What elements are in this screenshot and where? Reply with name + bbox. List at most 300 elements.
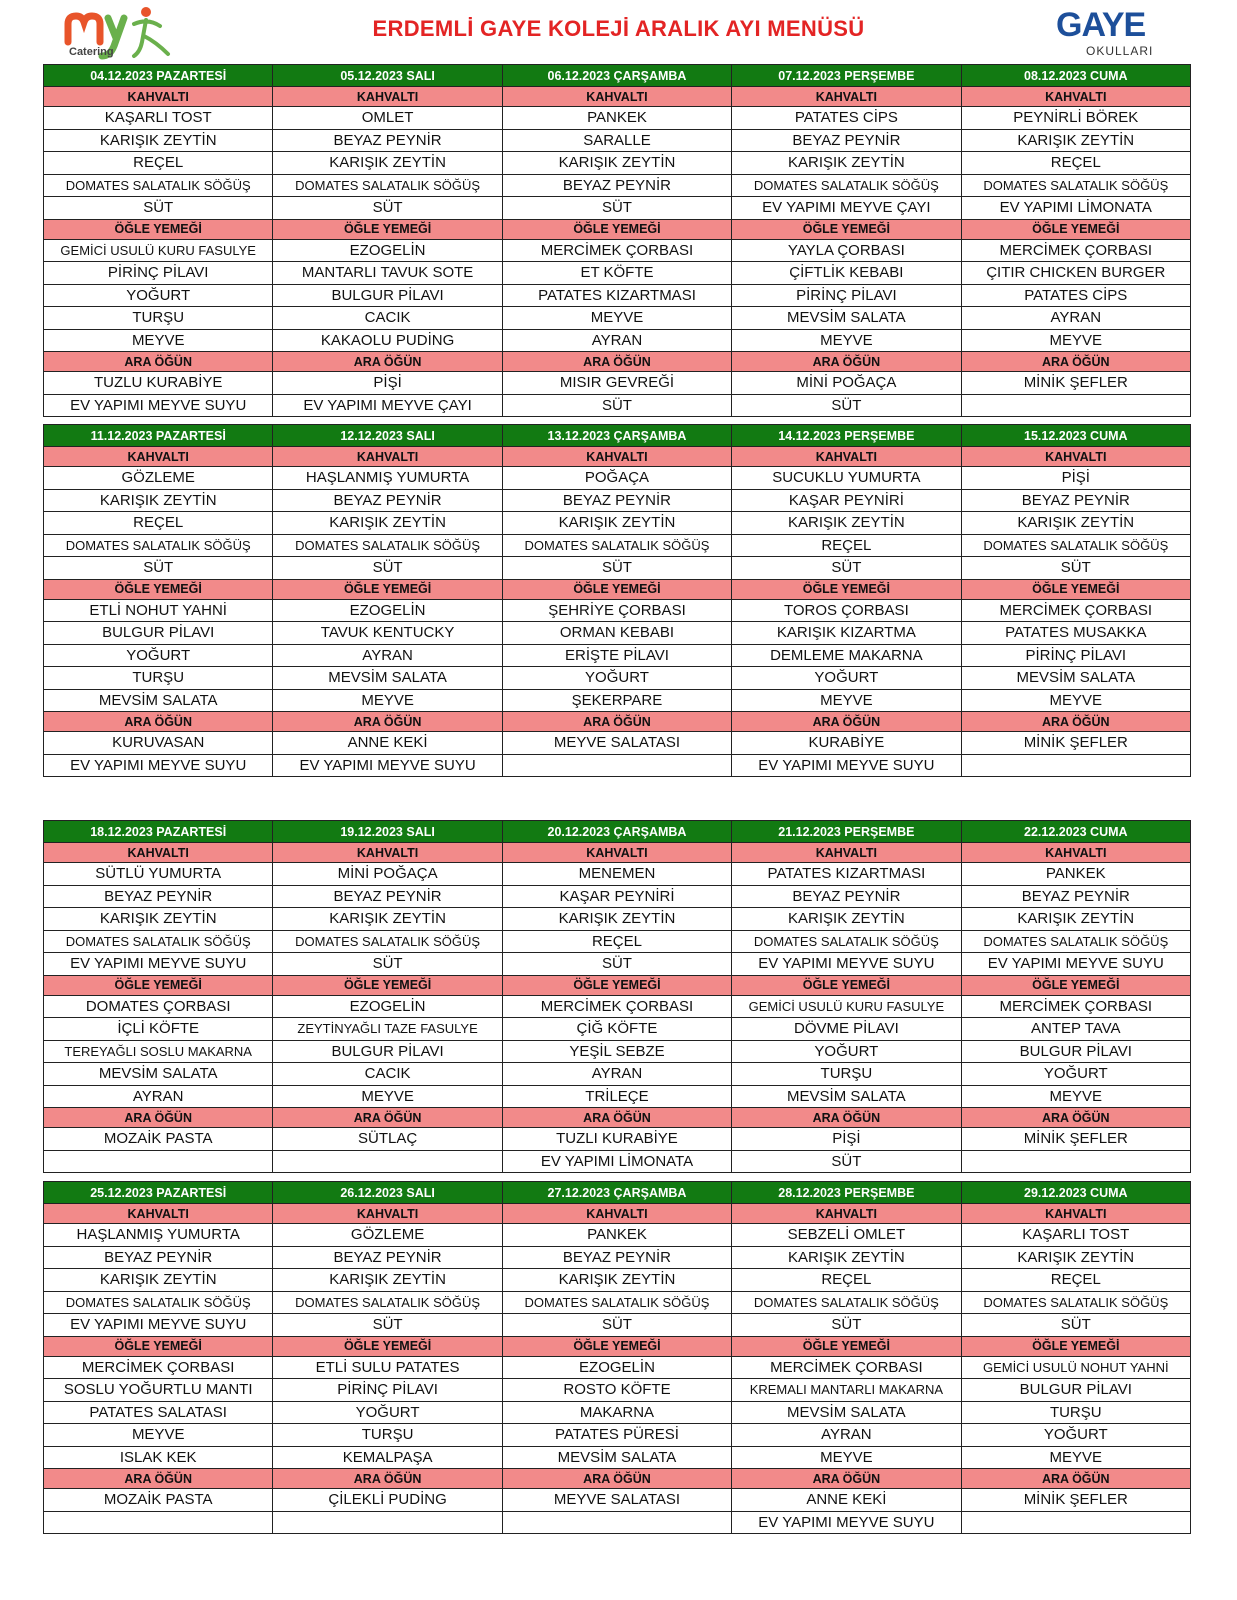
menu-item-cell: MERCİMEK ÇORBASI bbox=[732, 1356, 961, 1379]
menu-item-cell: TEREYAĞLI SOSLU MAKARNA bbox=[44, 1040, 273, 1063]
section-label-cell: ÖĞLE YEMEĞİ bbox=[273, 579, 502, 599]
menu-item-cell: KARIŞIK ZEYTİN bbox=[732, 512, 961, 535]
menu-item-cell: MEVSİM SALATA bbox=[732, 1401, 961, 1424]
section-header-breakfast bbox=[44, 1204, 1191, 1224]
section-label-cell: ARA ÖĞÜN bbox=[502, 1108, 731, 1128]
section-label-cell: KAHVALTI bbox=[732, 87, 961, 107]
menu-item-cell: BEYAZ PEYNİR bbox=[273, 489, 502, 512]
menu-item-cell: YOĞURT bbox=[502, 667, 731, 690]
menu-item-cell: EV YAPIMI LİMONATA bbox=[961, 197, 1190, 220]
snack-row bbox=[44, 1489, 1191, 1512]
menu-item-cell: ETLİ SULU PATATES bbox=[273, 1356, 502, 1379]
menu-item-cell: MİNİK ŞEFLER bbox=[961, 732, 1190, 755]
section-label-cell: KAHVALTI bbox=[961, 447, 1190, 467]
menu-item-cell: EV YAPIMI MEYVE SUYU bbox=[732, 953, 961, 976]
menu-item-cell: OMLET bbox=[273, 107, 502, 130]
menu-item-cell: MEYVE bbox=[961, 1446, 1190, 1469]
menu-item-cell: YEŞİL SEBZE bbox=[502, 1040, 731, 1063]
menu-item-cell: KURUVASAN bbox=[44, 732, 273, 755]
section-label-cell: KAHVALTI bbox=[961, 1204, 1190, 1224]
menu-item-cell: DOMATES SALATALIK SÖĞÜŞ bbox=[273, 534, 502, 557]
menu-item-cell bbox=[44, 1511, 273, 1534]
lunch-row bbox=[44, 284, 1191, 307]
menu-item-cell: KEMALPAŞA bbox=[273, 1446, 502, 1469]
menu-item-cell: MERCİMEK ÇORBASI bbox=[961, 239, 1190, 262]
menu-item-cell: ŞEKERPARE bbox=[502, 689, 731, 712]
menu-item-cell: BEYAZ PEYNİR bbox=[961, 885, 1190, 908]
menu-item-cell: MOZAİK PASTA bbox=[44, 1128, 273, 1151]
section-header-snack bbox=[44, 1469, 1191, 1489]
snack-row bbox=[44, 754, 1191, 777]
menu-item-cell: YOĞURT bbox=[961, 1424, 1190, 1447]
menu-item-cell: SOSLU YOĞURTLU MANTI bbox=[44, 1379, 273, 1402]
menu-item-cell: MEYVE bbox=[732, 689, 961, 712]
menu-item-cell: SÜT bbox=[273, 1314, 502, 1337]
menu-item-cell: PİŞİ bbox=[961, 467, 1190, 490]
section-label-cell: ÖĞLE YEMEĞİ bbox=[961, 1336, 1190, 1356]
section-label-cell: ÖĞLE YEMEĞİ bbox=[732, 1336, 961, 1356]
menu-item-cell: ROSTO KÖFTE bbox=[502, 1379, 731, 1402]
menu-item-cell: BEYAZ PEYNİR bbox=[44, 885, 273, 908]
date-cell: 13.12.2023 ÇARŞAMBA bbox=[502, 425, 731, 447]
menu-item-cell: SÜTLÜ YUMURTA bbox=[44, 863, 273, 886]
menu-item-cell bbox=[961, 394, 1190, 417]
menu-item-cell: MEVSİM SALATA bbox=[961, 667, 1190, 690]
menu-item-cell: MEYVE SALATASI bbox=[502, 1489, 731, 1512]
menu-item-cell: PİRİNÇ PİLAVI bbox=[44, 262, 273, 285]
menu-item-cell: KARIŞIK ZEYTİN bbox=[273, 908, 502, 931]
date-header-row bbox=[44, 425, 1191, 447]
menu-item-cell: MEYVE bbox=[44, 329, 273, 352]
menu-item-cell: EV YAPIMI MEYVE SUYU bbox=[732, 754, 961, 777]
menu-item-cell: SÜT bbox=[273, 197, 502, 220]
lunch-row bbox=[44, 1085, 1191, 1108]
menu-item-cell: ETLİ NOHUT YAHNİ bbox=[44, 599, 273, 622]
menu-item-cell: DOMATES ÇORBASI bbox=[44, 995, 273, 1018]
menu-item-cell: MEYVE bbox=[502, 307, 731, 330]
menu-item-cell: PİŞİ bbox=[732, 1128, 961, 1151]
menu-item-cell: MEVSİM SALATA bbox=[732, 1085, 961, 1108]
menu-item-cell: BEYAZ PEYNİR bbox=[502, 1246, 731, 1269]
menu-item-cell: MEVSİM SALATA bbox=[502, 1446, 731, 1469]
section-label-cell: KAHVALTI bbox=[44, 843, 273, 863]
menu-item-cell: ÇITIR CHICKEN BURGER bbox=[961, 262, 1190, 285]
date-cell: 28.12.2023 PERŞEMBE bbox=[732, 1182, 961, 1204]
section-label-cell: KAHVALTI bbox=[961, 843, 1190, 863]
section-header-snack bbox=[44, 1108, 1191, 1128]
lunch-row bbox=[44, 1040, 1191, 1063]
snack-row bbox=[44, 394, 1191, 417]
menu-item-cell: GÖZLEME bbox=[44, 467, 273, 490]
page-header bbox=[0, 0, 1237, 64]
menu-item-cell: ERİŞTE PİLAVI bbox=[502, 644, 731, 667]
snack-row bbox=[44, 1150, 1191, 1173]
date-header-row bbox=[44, 65, 1191, 87]
menu-item-cell: ÇİFTLİK KEBABI bbox=[732, 262, 961, 285]
menu-item-cell: SÜT bbox=[732, 394, 961, 417]
menu-item-cell: GEMİCİ USULÜ KURU FASULYE bbox=[44, 239, 273, 262]
snack-row bbox=[44, 732, 1191, 755]
menu-item-cell: TRİLEÇE bbox=[502, 1085, 731, 1108]
breakfast-row bbox=[44, 1246, 1191, 1269]
menu-item-cell: SÜT bbox=[502, 394, 731, 417]
menu-item-cell: ANTEP TAVA bbox=[961, 1018, 1190, 1041]
section-label-cell: ÖĞLE YEMEĞİ bbox=[732, 975, 961, 995]
menu-item-cell: SÜT bbox=[502, 1314, 731, 1337]
lunch-row bbox=[44, 689, 1191, 712]
menu-item-cell: DEMLEME MAKARNA bbox=[732, 644, 961, 667]
menu-item-cell: MEYVE bbox=[273, 689, 502, 712]
menu-item-cell: PATATES CİPS bbox=[732, 107, 961, 130]
section-label-cell: ÖĞLE YEMEĞİ bbox=[273, 219, 502, 239]
menu-item-cell: EV YAPIMI MEYVE SUYU bbox=[44, 754, 273, 777]
lunch-row bbox=[44, 262, 1191, 285]
section-label-cell: ÖĞLE YEMEĞİ bbox=[732, 579, 961, 599]
breakfast-row bbox=[44, 152, 1191, 175]
menu-item-cell: PANKEK bbox=[961, 863, 1190, 886]
section-header-breakfast bbox=[44, 87, 1191, 107]
menu-item-cell: BEYAZ PEYNİR bbox=[273, 1246, 502, 1269]
menu-item-cell: KAŞAR PEYNİRİ bbox=[502, 885, 731, 908]
menu-item-cell: MEVSİM SALATA bbox=[273, 667, 502, 690]
menu-item-cell: SÜT bbox=[44, 197, 273, 220]
menu-item-cell: BEYAZ PEYNİR bbox=[273, 129, 502, 152]
menu-item-cell: KARIŞIK KIZARTMA bbox=[732, 622, 961, 645]
date-cell: 21.12.2023 PERŞEMBE bbox=[732, 821, 961, 843]
menu-item-cell: HAŞLANMIŞ YUMURTA bbox=[273, 467, 502, 490]
menu-item-cell: HAŞLANMIŞ YUMURTA bbox=[44, 1224, 273, 1247]
menu-item-cell: DOMATES SALATALIK SÖĞÜŞ bbox=[273, 174, 502, 197]
menu-item-cell: GEMİCİ USULÜ NOHUT YAHNİ bbox=[961, 1356, 1190, 1379]
menu-item-cell: YOĞURT bbox=[44, 284, 273, 307]
menu-item-cell bbox=[961, 754, 1190, 777]
section-label-cell: ÖĞLE YEMEĞİ bbox=[502, 219, 731, 239]
menu-item-cell: MEYVE bbox=[961, 1085, 1190, 1108]
section-label-cell: ARA ÖĞÜN bbox=[732, 1108, 961, 1128]
menu-item-cell: EZOGELİN bbox=[273, 239, 502, 262]
lunch-row bbox=[44, 1018, 1191, 1041]
menu-item-cell: SÜT bbox=[961, 557, 1190, 580]
menu-item-cell: EV YAPIMI MEYVE ÇAYI bbox=[732, 197, 961, 220]
menu-item-cell: MISIR GEVREĞİ bbox=[502, 372, 731, 395]
section-header-snack bbox=[44, 712, 1191, 732]
menu-item-cell: REÇEL bbox=[732, 534, 961, 557]
menu-item-cell: TUZLU KURABİYE bbox=[44, 372, 273, 395]
section-header-lunch bbox=[44, 579, 1191, 599]
menu-item-cell: DOMATES SALATALIK SÖĞÜŞ bbox=[273, 1291, 502, 1314]
menu-item-cell: REÇEL bbox=[44, 512, 273, 535]
menu-week-3 bbox=[43, 820, 1191, 1173]
section-label-cell: ÖĞLE YEMEĞİ bbox=[502, 1336, 731, 1356]
menu-item-cell: SÜTLAÇ bbox=[273, 1128, 502, 1151]
date-cell: 04.12.2023 PAZARTESİ bbox=[44, 65, 273, 87]
lunch-row bbox=[44, 239, 1191, 262]
date-cell: 25.12.2023 PAZARTESİ bbox=[44, 1182, 273, 1204]
menu-item-cell: MEYVE bbox=[732, 329, 961, 352]
section-header-lunch bbox=[44, 219, 1191, 239]
menu-item-cell: YOĞURT bbox=[273, 1401, 502, 1424]
section-label-cell: KAHVALTI bbox=[44, 447, 273, 467]
date-cell: 18.12.2023 PAZARTESİ bbox=[44, 821, 273, 843]
menu-item-cell: REÇEL bbox=[961, 1269, 1190, 1292]
section-label-cell: ÖĞLE YEMEĞİ bbox=[732, 219, 961, 239]
menu-item-cell: SÜT bbox=[961, 1314, 1190, 1337]
menu-item-cell: ÇİĞ KÖFTE bbox=[502, 1018, 731, 1041]
menu-item-cell: SUCUKLU YUMURTA bbox=[732, 467, 961, 490]
section-label-cell: ARA ÖĞÜN bbox=[273, 352, 502, 372]
date-cell: 11.12.2023 PAZARTESİ bbox=[44, 425, 273, 447]
menu-item-cell: MEVSİM SALATA bbox=[732, 307, 961, 330]
menu-item-cell: ANNE KEKİ bbox=[273, 732, 502, 755]
menu-item-cell: YOĞURT bbox=[961, 1063, 1190, 1086]
menu-item-cell: PİRİNÇ PİLAVI bbox=[273, 1379, 502, 1402]
menu-item-cell: EZOGELİN bbox=[502, 1356, 731, 1379]
date-cell: 29.12.2023 CUMA bbox=[961, 1182, 1190, 1204]
menu-item-cell bbox=[44, 1150, 273, 1173]
breakfast-row bbox=[44, 908, 1191, 931]
menu-item-cell: AYRAN bbox=[273, 644, 502, 667]
menu-week-1 bbox=[43, 64, 1191, 417]
menu-item-cell: KARIŞIK ZEYTİN bbox=[502, 1269, 731, 1292]
lunch-row bbox=[44, 1063, 1191, 1086]
menu-item-cell: REÇEL bbox=[44, 152, 273, 175]
menu-item-cell: GEMİCİ USULÜ KURU FASULYE bbox=[732, 995, 961, 1018]
menu-item-cell: EV YAPIMI MEYVE SUYU bbox=[44, 394, 273, 417]
section-label-cell: KAHVALTI bbox=[273, 1204, 502, 1224]
menu-item-cell: MENEMEN bbox=[502, 863, 731, 886]
menu-item-cell: BULGUR PİLAVI bbox=[273, 1040, 502, 1063]
date-cell: 12.12.2023 SALI bbox=[273, 425, 502, 447]
section-label-cell: ARA ÖĞÜN bbox=[961, 1108, 1190, 1128]
menu-item-cell: BEYAZ PEYNİR bbox=[732, 129, 961, 152]
menu-item-cell: KARIŞIK ZEYTİN bbox=[502, 152, 731, 175]
section-label-cell: KAHVALTI bbox=[502, 447, 731, 467]
date-cell: 15.12.2023 CUMA bbox=[961, 425, 1190, 447]
menu-item-cell: BULGUR PİLAVI bbox=[273, 284, 502, 307]
menu-item-cell: DÖVME PİLAVI bbox=[732, 1018, 961, 1041]
section-label-cell: ARA ÖĞÜN bbox=[44, 712, 273, 732]
menu-item-cell: SÜT bbox=[273, 953, 502, 976]
menu-item-cell: SÜT bbox=[732, 1150, 961, 1173]
menu-item-cell: BEYAZ PEYNİR bbox=[273, 885, 502, 908]
menu-item-cell: POĞAÇA bbox=[502, 467, 731, 490]
menu-item-cell: YAYLA ÇORBASI bbox=[732, 239, 961, 262]
lunch-row bbox=[44, 622, 1191, 645]
menu-item-cell bbox=[961, 1150, 1190, 1173]
date-cell: 20.12.2023 ÇARŞAMBA bbox=[502, 821, 731, 843]
section-label-cell: ARA ÖĞÜN bbox=[44, 1108, 273, 1128]
menu-item-cell: PANKEK bbox=[502, 1224, 731, 1247]
breakfast-row bbox=[44, 1314, 1191, 1337]
lunch-row bbox=[44, 1424, 1191, 1447]
section-label-cell: ÖĞLE YEMEĞİ bbox=[502, 975, 731, 995]
menu-item-cell: ÇİLEKLİ PUDİNG bbox=[273, 1489, 502, 1512]
section-label-cell: ARA ÖĞÜN bbox=[273, 1108, 502, 1128]
menu-item-cell: KREMALI MANTARLI MAKARNA bbox=[732, 1379, 961, 1402]
menu-item-cell: KARIŞIK ZEYTİN bbox=[44, 908, 273, 931]
breakfast-row bbox=[44, 557, 1191, 580]
menu-item-cell bbox=[961, 1511, 1190, 1534]
section-label-cell: ÖĞLE YEMEĞİ bbox=[961, 219, 1190, 239]
menu-item-cell: PATATES MUSAKKA bbox=[961, 622, 1190, 645]
menu-item-cell: DOMATES SALATALIK SÖĞÜŞ bbox=[961, 534, 1190, 557]
section-label-cell: ÖĞLE YEMEĞİ bbox=[961, 579, 1190, 599]
menu-item-cell: MEYVE bbox=[961, 329, 1190, 352]
section-label-cell: KAHVALTI bbox=[273, 843, 502, 863]
menu-item-cell: MİNİK ŞEFLER bbox=[961, 1128, 1190, 1151]
menu-item-cell: AYRAN bbox=[732, 1424, 961, 1447]
menu-item-cell: MEYVE bbox=[961, 689, 1190, 712]
menu-item-cell: EV YAPIMI MEYVE SUYU bbox=[44, 1314, 273, 1337]
menu-item-cell: ISLAK KEK bbox=[44, 1446, 273, 1469]
menu-item-cell: BULGUR PİLAVI bbox=[961, 1040, 1190, 1063]
section-header-lunch bbox=[44, 1336, 1191, 1356]
menu-item-cell: KARIŞIK ZEYTİN bbox=[273, 512, 502, 535]
section-label-cell: ARA ÖĞÜN bbox=[732, 712, 961, 732]
menu-item-cell: SÜT bbox=[502, 557, 731, 580]
menu-item-cell: REÇEL bbox=[961, 152, 1190, 175]
snack-row bbox=[44, 372, 1191, 395]
menu-item-cell: MEYVE bbox=[44, 1424, 273, 1447]
lunch-row bbox=[44, 1356, 1191, 1379]
menu-item-cell: KARIŞIK ZEYTİN bbox=[732, 908, 961, 931]
menu-item-cell: KARIŞIK ZEYTİN bbox=[961, 129, 1190, 152]
section-label-cell: ÖĞLE YEMEĞİ bbox=[273, 975, 502, 995]
menu-item-cell: KAKAOLU PUDİNG bbox=[273, 329, 502, 352]
menu-item-cell: PATATES SALATASI bbox=[44, 1401, 273, 1424]
menu-item-cell: KURABİYE bbox=[732, 732, 961, 755]
menu-item-cell: ET KÖFTE bbox=[502, 262, 731, 285]
section-header-lunch bbox=[44, 975, 1191, 995]
menu-item-cell: EV YAPIMI MEYVE SUYU bbox=[732, 1511, 961, 1534]
date-cell: 27.12.2023 ÇARŞAMBA bbox=[502, 1182, 731, 1204]
section-label-cell: ÖĞLE YEMEĞİ bbox=[44, 219, 273, 239]
section-label-cell: KAHVALTI bbox=[502, 1204, 731, 1224]
menu-item-cell: SÜT bbox=[732, 1314, 961, 1337]
date-cell: 14.12.2023 PERŞEMBE bbox=[732, 425, 961, 447]
menu-item-cell: PİRİNÇ PİLAVI bbox=[961, 644, 1190, 667]
breakfast-row bbox=[44, 1224, 1191, 1247]
section-label-cell: ARA ÖĞÜN bbox=[961, 352, 1190, 372]
section-label-cell: ARA ÖĞÜN bbox=[732, 352, 961, 372]
date-cell: 26.12.2023 SALI bbox=[273, 1182, 502, 1204]
menu-item-cell: KARIŞIK ZEYTİN bbox=[732, 152, 961, 175]
menu-item-cell bbox=[273, 1150, 502, 1173]
menu-item-cell: CACIK bbox=[273, 307, 502, 330]
breakfast-row bbox=[44, 467, 1191, 490]
menu-item-cell: YOĞURT bbox=[44, 644, 273, 667]
menu-item-cell: DOMATES SALATALIK SÖĞÜŞ bbox=[732, 174, 961, 197]
section-label-cell: KAHVALTI bbox=[732, 1204, 961, 1224]
menu-item-cell: MEVSİM SALATA bbox=[44, 1063, 273, 1086]
menu-item-cell: YOĞURT bbox=[732, 667, 961, 690]
menu-item-cell: BULGUR PİLAVI bbox=[44, 622, 273, 645]
menu-item-cell: SÜT bbox=[502, 197, 731, 220]
lunch-row bbox=[44, 995, 1191, 1018]
menu-item-cell: SEBZELİ OMLET bbox=[732, 1224, 961, 1247]
breakfast-row bbox=[44, 885, 1191, 908]
section-label-cell: KAHVALTI bbox=[732, 447, 961, 467]
lunch-row bbox=[44, 667, 1191, 690]
menu-item-cell: PANKEK bbox=[502, 107, 731, 130]
menu-item-cell: KARIŞIK ZEYTİN bbox=[44, 129, 273, 152]
menu-item-cell: MERCİMEK ÇORBASI bbox=[44, 1356, 273, 1379]
menu-item-cell: DOMATES SALATALIK SÖĞÜŞ bbox=[961, 1291, 1190, 1314]
menu-item-cell: KARIŞIK ZEYTİN bbox=[44, 489, 273, 512]
menu-item-cell: DOMATES SALATALIK SÖĞÜŞ bbox=[44, 1291, 273, 1314]
menu-item-cell: SÜT bbox=[273, 557, 502, 580]
menu-item-cell: SARALLE bbox=[502, 129, 731, 152]
date-cell: 05.12.2023 SALI bbox=[273, 65, 502, 87]
menu-week-4 bbox=[43, 1181, 1191, 1534]
menu-item-cell: KARIŞIK ZEYTİN bbox=[273, 1269, 502, 1292]
section-label-cell: ÖĞLE YEMEĞİ bbox=[44, 1336, 273, 1356]
menu-item-cell: AYRAN bbox=[961, 307, 1190, 330]
section-label-cell: KAHVALTI bbox=[273, 447, 502, 467]
menu-item-cell: MERCİMEK ÇORBASI bbox=[502, 995, 731, 1018]
menu-item-cell: DOMATES SALATALIK SÖĞÜŞ bbox=[732, 930, 961, 953]
menu-item-cell: REÇEL bbox=[502, 930, 731, 953]
menu-item-cell: PATATES CİPS bbox=[961, 284, 1190, 307]
menu-item-cell: MEYVE bbox=[732, 1446, 961, 1469]
menu-item-cell: EV YAPIMI MEYVE ÇAYI bbox=[273, 394, 502, 417]
menu-item-cell: GÖZLEME bbox=[273, 1224, 502, 1247]
breakfast-row bbox=[44, 489, 1191, 512]
section-label-cell: KAHVALTI bbox=[44, 1204, 273, 1224]
menu-item-cell: ORMAN KEBABI bbox=[502, 622, 731, 645]
section-label-cell: KAHVALTI bbox=[732, 843, 961, 863]
section-label-cell: ARA ÖĞÜN bbox=[44, 352, 273, 372]
menu-item-cell: BEYAZ PEYNİR bbox=[961, 489, 1190, 512]
menu-item-cell: SÜT bbox=[502, 953, 731, 976]
menu-item-cell: KARIŞIK ZEYTİN bbox=[961, 908, 1190, 931]
date-cell: 19.12.2023 SALI bbox=[273, 821, 502, 843]
menu-item-cell: PİŞİ bbox=[273, 372, 502, 395]
menu-item-cell: MİNİ POĞAÇA bbox=[273, 863, 502, 886]
date-cell: 06.12.2023 ÇARŞAMBA bbox=[502, 65, 731, 87]
breakfast-row bbox=[44, 197, 1191, 220]
menu-item-cell: MERCİMEK ÇORBASI bbox=[961, 995, 1190, 1018]
lunch-row bbox=[44, 1379, 1191, 1402]
breakfast-row bbox=[44, 1291, 1191, 1314]
snack-row bbox=[44, 1511, 1191, 1534]
menu-item-cell: MEVSİM SALATA bbox=[44, 689, 273, 712]
date-cell: 22.12.2023 CUMA bbox=[961, 821, 1190, 843]
section-label-cell: ÖĞLE YEMEĞİ bbox=[961, 975, 1190, 995]
menu-item-cell: AYRAN bbox=[44, 1085, 273, 1108]
menu-item-cell: MERCİMEK ÇORBASI bbox=[502, 239, 731, 262]
snack-row bbox=[44, 1128, 1191, 1151]
section-label-cell: ÖĞLE YEMEĞİ bbox=[273, 1336, 502, 1356]
menu-item-cell: BEYAZ PEYNİR bbox=[502, 174, 731, 197]
section-label-cell: ARA ÖĞÜN bbox=[961, 1469, 1190, 1489]
menu-item-cell: TURŞU bbox=[44, 307, 273, 330]
lunch-row bbox=[44, 1446, 1191, 1469]
breakfast-row bbox=[44, 953, 1191, 976]
breakfast-row bbox=[44, 512, 1191, 535]
okullari-logo-text: OKULLARI bbox=[1086, 44, 1154, 58]
menu-item-cell: AYRAN bbox=[502, 329, 731, 352]
menu-item-cell: PATATES KIZARTMASI bbox=[502, 284, 731, 307]
menu-item-cell: ANNE KEKİ bbox=[732, 1489, 961, 1512]
menu-item-cell: REÇEL bbox=[732, 1269, 961, 1292]
menu-item-cell: KAŞARLI TOST bbox=[961, 1224, 1190, 1247]
menu-item-cell bbox=[273, 1511, 502, 1534]
date-header-row bbox=[44, 1182, 1191, 1204]
menu-item-cell: MEYVE bbox=[273, 1085, 502, 1108]
date-cell: 07.12.2023 PERŞEMBE bbox=[732, 65, 961, 87]
gaye-logo-text: GAYE bbox=[1056, 6, 1146, 44]
